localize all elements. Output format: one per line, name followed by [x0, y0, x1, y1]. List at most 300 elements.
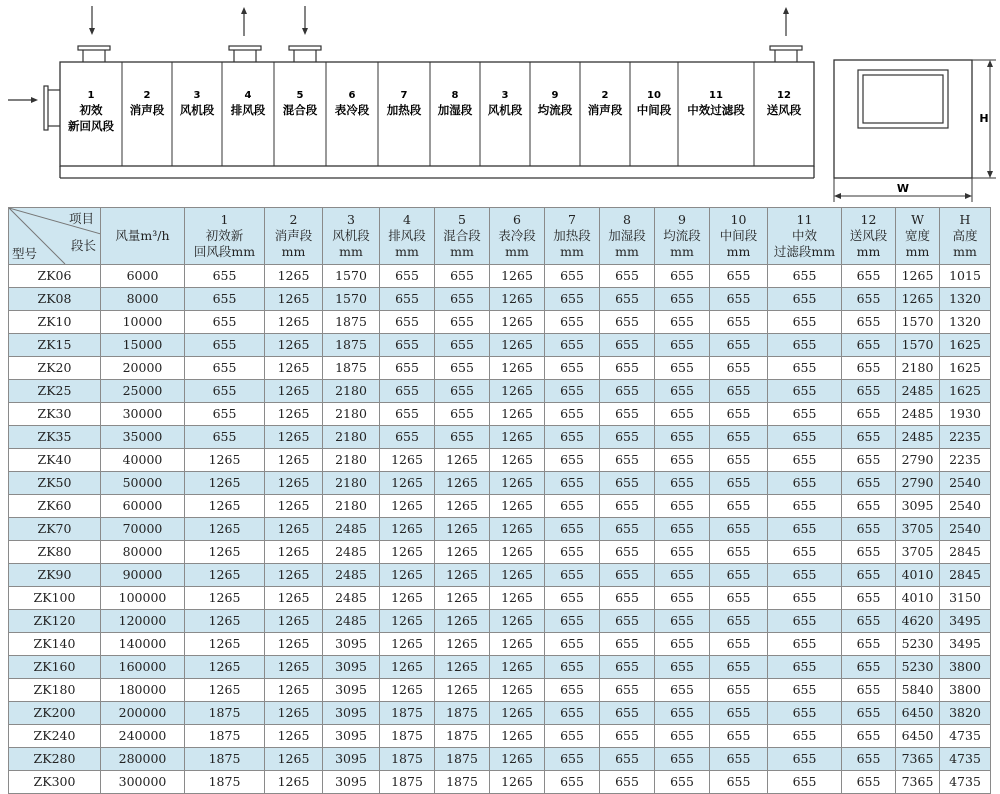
value-cell: 655	[380, 357, 435, 380]
header-row	[9, 208, 991, 265]
value-cell: 655	[842, 311, 896, 334]
segment-name: 排风段	[230, 103, 266, 117]
value-cell: 655	[842, 403, 896, 426]
value-cell: 655	[545, 265, 600, 288]
value-cell: 655	[435, 311, 490, 334]
airflow-cell: 100000	[101, 587, 185, 610]
table-row	[9, 656, 991, 679]
value-cell: 655	[655, 265, 710, 288]
value-cell: 655	[380, 334, 435, 357]
value-cell: 655	[600, 587, 655, 610]
end-view	[834, 60, 972, 178]
value-cell: 1265	[185, 449, 265, 472]
column-label: mm	[726, 244, 751, 259]
value-cell: 1265	[185, 679, 265, 702]
value-cell: 655	[600, 380, 655, 403]
column-label: 均流段	[663, 228, 701, 243]
segment-number: 11	[709, 90, 723, 101]
value-cell: 1265	[435, 564, 490, 587]
value-cell: 655	[768, 771, 842, 794]
value-cell: 655	[842, 518, 896, 541]
value-cell: 655	[655, 426, 710, 449]
table-row	[9, 725, 991, 748]
value-cell: 1265	[435, 679, 490, 702]
value-cell: 1265	[490, 679, 545, 702]
value-cell: 655	[768, 495, 842, 518]
column-header-H	[940, 208, 991, 265]
value-cell: 4735	[940, 725, 991, 748]
value-cell: 3095	[323, 679, 380, 702]
value-cell: 655	[435, 380, 490, 403]
model-cell: ZK240	[9, 725, 101, 748]
value-cell: 1265	[380, 472, 435, 495]
table-row	[9, 357, 991, 380]
column-label: 送风段	[849, 228, 888, 243]
value-cell: 1265	[490, 426, 545, 449]
model-cell: ZK300	[9, 771, 101, 794]
value-cell: 655	[710, 380, 768, 403]
model-cell: ZK60	[9, 495, 101, 518]
value-cell: 655	[768, 541, 842, 564]
model-cell: ZK140	[9, 633, 101, 656]
value-cell: 1265	[265, 518, 323, 541]
column-label: mm	[450, 244, 474, 259]
value-cell: 1265	[265, 472, 323, 495]
value-cell: 4735	[940, 771, 991, 794]
airflow-cell: 50000	[101, 472, 185, 495]
value-cell: 2485	[896, 403, 940, 426]
value-cell: 1265	[380, 633, 435, 656]
value-cell: 2485	[896, 426, 940, 449]
segment-name: 加湿段	[437, 103, 473, 117]
value-cell: 1265	[490, 748, 545, 771]
value-cell: 655	[380, 311, 435, 334]
model-cell: ZK06	[9, 265, 101, 288]
value-cell: 1265	[265, 541, 323, 564]
value-cell: 7365	[896, 771, 940, 794]
value-cell: 655	[655, 449, 710, 472]
value-cell: 1265	[265, 633, 323, 656]
value-cell: 1875	[185, 702, 265, 725]
value-cell: 1625	[940, 380, 991, 403]
value-cell: 655	[842, 656, 896, 679]
column-header-4	[380, 208, 435, 265]
column-number: 10	[730, 212, 747, 227]
top-duct-supply	[770, 46, 802, 62]
value-cell: 655	[710, 633, 768, 656]
value-cell: 3095	[323, 771, 380, 794]
value-cell: 1875	[380, 702, 435, 725]
value-cell: 1265	[490, 771, 545, 794]
column-number: 4	[403, 212, 411, 227]
value-cell: 655	[600, 311, 655, 334]
value-cell: 1265	[435, 495, 490, 518]
airflow-cell: 6000	[101, 265, 185, 288]
value-cell: 1265	[265, 357, 323, 380]
column-label: 过滤段mm	[773, 244, 836, 259]
value-cell: 1265	[490, 587, 545, 610]
value-cell: 3150	[940, 587, 991, 610]
value-cell: 655	[655, 633, 710, 656]
segment-number: 12	[777, 90, 791, 101]
value-cell: 1265	[185, 633, 265, 656]
model-cell: ZK100	[9, 587, 101, 610]
value-cell: 655	[768, 633, 842, 656]
value-cell: 1265	[490, 288, 545, 311]
value-cell: 655	[842, 587, 896, 610]
value-cell: 655	[545, 679, 600, 702]
value-cell: 1265	[490, 564, 545, 587]
value-cell: 3095	[323, 633, 380, 656]
value-cell: 655	[842, 748, 896, 771]
table-row	[9, 472, 991, 495]
value-cell: 655	[545, 495, 600, 518]
table-row	[9, 380, 991, 403]
value-cell: 655	[655, 288, 710, 311]
table-row	[9, 426, 991, 449]
airflow-cell: 8000	[101, 288, 185, 311]
value-cell: 1265	[265, 656, 323, 679]
value-cell: 655	[842, 564, 896, 587]
column-header-5	[435, 208, 490, 265]
value-cell: 1625	[940, 357, 991, 380]
value-cell: 3095	[323, 725, 380, 748]
segment-number: 2	[601, 90, 609, 101]
value-cell: 655	[710, 518, 768, 541]
value-cell: 1875	[185, 771, 265, 794]
model-cell: ZK200	[9, 702, 101, 725]
value-cell: 3095	[323, 656, 380, 679]
value-cell: 3095	[323, 702, 380, 725]
value-cell: 655	[185, 311, 265, 334]
value-cell: 655	[842, 610, 896, 633]
value-cell: 1265	[185, 656, 265, 679]
value-cell: 655	[545, 610, 600, 633]
value-cell: 1265	[380, 610, 435, 633]
value-cell: 655	[768, 426, 842, 449]
value-cell: 1265	[380, 449, 435, 472]
value-cell: 6450	[896, 725, 940, 748]
column-number: 9	[678, 212, 686, 227]
value-cell: 4620	[896, 610, 940, 633]
width-label: W	[896, 182, 910, 195]
value-cell: 1265	[265, 403, 323, 426]
model-cell: ZK80	[9, 541, 101, 564]
value-cell: 1265	[490, 702, 545, 725]
value-cell: 1265	[490, 311, 545, 334]
segment-number: 4	[244, 90, 252, 101]
value-cell: 655	[545, 702, 600, 725]
segment-name: 风机段	[179, 103, 215, 117]
value-cell: 655	[545, 311, 600, 334]
value-cell: 7365	[896, 748, 940, 771]
value-cell: 655	[545, 587, 600, 610]
value-cell: 655	[655, 518, 710, 541]
value-cell: 1265	[490, 449, 545, 472]
value-cell: 1875	[185, 748, 265, 771]
value-cell: 2485	[323, 518, 380, 541]
value-cell: 5230	[896, 656, 940, 679]
value-cell: 655	[710, 357, 768, 380]
value-cell: 655	[768, 656, 842, 679]
value-cell: 1265	[490, 334, 545, 357]
model-cell: ZK30	[9, 403, 101, 426]
value-cell: 1930	[940, 403, 991, 426]
column-label: 风机段	[332, 228, 370, 243]
segment-number: 2	[143, 90, 151, 101]
value-cell: 655	[842, 426, 896, 449]
segment-name: 消声段	[129, 103, 165, 117]
column-label: 加湿段	[608, 228, 646, 243]
value-cell: 1265	[265, 679, 323, 702]
airflow-cell: 140000	[101, 633, 185, 656]
value-cell: 1265	[265, 748, 323, 771]
column-header-7	[545, 208, 600, 265]
table-row	[9, 633, 991, 656]
value-cell: 1265	[435, 541, 490, 564]
value-cell: 1265	[490, 518, 545, 541]
column-header-8	[600, 208, 655, 265]
value-cell: 655	[655, 679, 710, 702]
value-cell: 3095	[896, 495, 940, 518]
value-cell: 655	[545, 288, 600, 311]
corner-cell	[9, 208, 101, 265]
value-cell: 655	[768, 587, 842, 610]
airflow-cell: 40000	[101, 449, 185, 472]
value-cell: 2790	[896, 472, 940, 495]
value-cell: 2235	[940, 449, 991, 472]
column-label: mm	[395, 244, 419, 259]
value-cell: 1570	[896, 311, 940, 334]
table-row	[9, 610, 991, 633]
value-cell: 655	[600, 403, 655, 426]
value-cell: 1265	[380, 541, 435, 564]
value-cell: 655	[768, 403, 842, 426]
value-cell: 1265	[265, 380, 323, 403]
value-cell: 655	[842, 380, 896, 403]
down-arrow-icon	[89, 6, 95, 35]
up-arrow-icon	[783, 7, 789, 36]
value-cell: 655	[655, 380, 710, 403]
value-cell: 655	[768, 265, 842, 288]
value-cell: 655	[600, 288, 655, 311]
column-number: 7	[568, 212, 576, 227]
model-cell: ZK15	[9, 334, 101, 357]
value-cell: 1875	[435, 702, 490, 725]
model-cell: ZK35	[9, 426, 101, 449]
value-cell: 2485	[896, 380, 940, 403]
value-cell: 1265	[380, 495, 435, 518]
value-cell: 1265	[185, 472, 265, 495]
value-cell: 655	[842, 771, 896, 794]
model-cell: ZK20	[9, 357, 101, 380]
segment-name: 中效过滤段	[687, 103, 745, 117]
column-number: 11	[796, 212, 813, 227]
up-arrow-icon	[241, 7, 247, 36]
airflow-cell: 35000	[101, 426, 185, 449]
value-cell: 2845	[940, 564, 991, 587]
segment-number: 10	[647, 90, 661, 101]
value-cell: 2485	[323, 564, 380, 587]
value-cell: 1265	[435, 518, 490, 541]
segment-number: 3	[193, 90, 201, 101]
segment-name-line2: 新回风段	[68, 119, 114, 133]
value-cell: 1265	[265, 265, 323, 288]
value-cell: 655	[545, 541, 600, 564]
column-header-12	[842, 208, 896, 265]
value-cell: 2180	[323, 449, 380, 472]
value-cell: 655	[842, 334, 896, 357]
value-cell: 1265	[490, 656, 545, 679]
value-cell: 655	[768, 679, 842, 702]
value-cell: 3820	[940, 702, 991, 725]
top-duct-fresh-air	[78, 46, 110, 62]
airflow-cell: 90000	[101, 564, 185, 587]
value-cell: 655	[768, 357, 842, 380]
value-cell: 655	[842, 449, 896, 472]
value-cell: 655	[768, 449, 842, 472]
value-cell: 655	[655, 403, 710, 426]
value-cell: 655	[600, 357, 655, 380]
column-header-11	[768, 208, 842, 265]
value-cell: 2845	[940, 541, 991, 564]
model-cell: ZK50	[9, 472, 101, 495]
value-cell: 1875	[185, 725, 265, 748]
value-cell: 2180	[323, 495, 380, 518]
value-cell: 1265	[265, 725, 323, 748]
segment-name: 中间段	[636, 103, 672, 117]
corner-bottom-label: 型号	[12, 246, 38, 261]
value-cell: 1625	[940, 334, 991, 357]
segment-name: 混合段	[282, 103, 318, 117]
model-cell: ZK08	[9, 288, 101, 311]
value-cell: 1875	[435, 725, 490, 748]
table-row	[9, 495, 991, 518]
value-cell: 655	[185, 334, 265, 357]
value-cell: 655	[600, 265, 655, 288]
value-cell: 655	[545, 725, 600, 748]
airflow-cell: 120000	[101, 610, 185, 633]
value-cell: 3800	[940, 656, 991, 679]
table-row	[9, 587, 991, 610]
value-cell: 655	[768, 311, 842, 334]
column-label: 表冷段	[498, 228, 536, 243]
value-cell: 655	[435, 357, 490, 380]
value-cell: 2180	[323, 380, 380, 403]
value-cell: 3495	[940, 633, 991, 656]
table-row	[9, 311, 991, 334]
value-cell: 1265	[265, 702, 323, 725]
column-number: 6	[513, 212, 521, 227]
value-cell: 1265	[185, 495, 265, 518]
segment-name: 加热段	[386, 103, 422, 117]
column-header-1	[185, 208, 265, 265]
value-cell: 2180	[323, 426, 380, 449]
value-cell: 3705	[896, 541, 940, 564]
value-cell: 1875	[323, 357, 380, 380]
value-cell: 1265	[490, 541, 545, 564]
value-cell: 2180	[323, 403, 380, 426]
value-cell: 655	[600, 748, 655, 771]
table-row	[9, 564, 991, 587]
value-cell: 1265	[265, 334, 323, 357]
value-cell: 655	[768, 725, 842, 748]
value-cell: 1265	[380, 518, 435, 541]
value-cell: 655	[842, 495, 896, 518]
value-cell: 655	[710, 472, 768, 495]
airflow-cell: 60000	[101, 495, 185, 518]
value-cell: 655	[842, 725, 896, 748]
value-cell: 655	[710, 656, 768, 679]
value-cell: 655	[600, 679, 655, 702]
segment-number: 9	[551, 90, 559, 101]
value-cell: 655	[545, 518, 600, 541]
value-cell: 5230	[896, 633, 940, 656]
value-cell: 655	[545, 334, 600, 357]
airflow-cell: 300000	[101, 771, 185, 794]
model-cell: ZK70	[9, 518, 101, 541]
value-cell: 655	[655, 587, 710, 610]
value-cell: 6450	[896, 702, 940, 725]
value-cell: 655	[545, 449, 600, 472]
column-label: 加热段	[553, 228, 591, 243]
value-cell: 2485	[323, 541, 380, 564]
airflow-cell: 160000	[101, 656, 185, 679]
column-label: 高度	[952, 228, 978, 243]
value-cell: 1265	[265, 610, 323, 633]
column-header-9	[655, 208, 710, 265]
corner-top-label: 项目	[68, 211, 94, 226]
value-cell: 655	[842, 541, 896, 564]
value-cell: 2790	[896, 449, 940, 472]
column-label: mm	[856, 244, 881, 259]
value-cell: 655	[710, 564, 768, 587]
height-label: H	[979, 112, 989, 125]
value-cell: 1570	[323, 265, 380, 288]
airflow-cell: 10000	[101, 311, 185, 334]
value-cell: 655	[710, 679, 768, 702]
airflow-cell: 30000	[101, 403, 185, 426]
value-cell: 1265	[380, 587, 435, 610]
value-cell: 655	[435, 288, 490, 311]
segment-number: 5	[296, 90, 304, 101]
value-cell: 655	[768, 702, 842, 725]
model-cell: ZK160	[9, 656, 101, 679]
value-cell: 655	[710, 311, 768, 334]
column-header-6	[490, 208, 545, 265]
value-cell: 655	[655, 725, 710, 748]
down-arrow-icon	[302, 6, 308, 35]
value-cell: 1875	[380, 748, 435, 771]
value-cell: 1265	[185, 518, 265, 541]
table-row	[9, 518, 991, 541]
value-cell: 655	[435, 426, 490, 449]
value-cell: 655	[768, 610, 842, 633]
airflow-cell: 80000	[101, 541, 185, 564]
value-cell: 655	[842, 288, 896, 311]
value-cell: 1265	[265, 564, 323, 587]
value-cell: 655	[600, 771, 655, 794]
value-cell: 655	[185, 426, 265, 449]
value-cell: 1265	[435, 587, 490, 610]
value-cell: 655	[380, 380, 435, 403]
value-cell: 655	[380, 265, 435, 288]
column-number: H	[959, 212, 971, 227]
value-cell: 1875	[323, 311, 380, 334]
value-cell: 655	[655, 541, 710, 564]
value-cell: 655	[655, 472, 710, 495]
column-label: mm	[670, 244, 694, 259]
